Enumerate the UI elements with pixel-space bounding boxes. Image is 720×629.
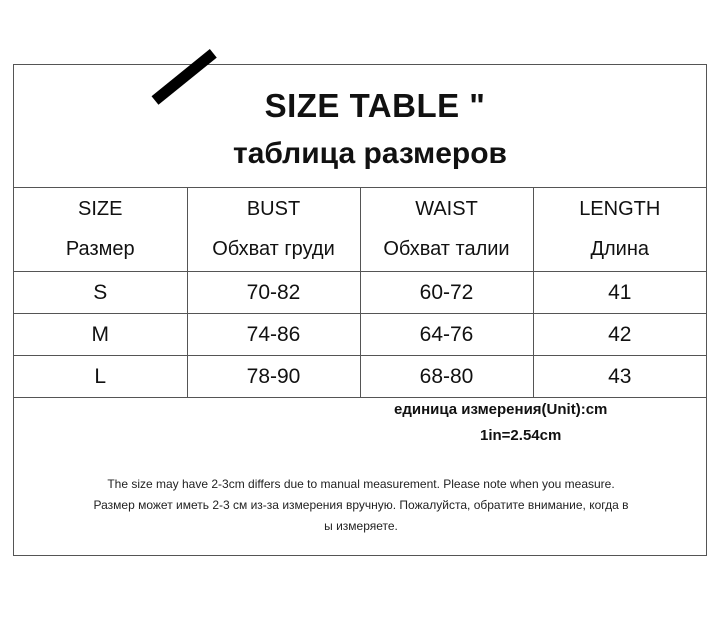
note-russian: Размер может иметь 2-3 см из-за измерения вручную. Пожалуйста, обратите внимание, когда в xyxy=(93,498,629,512)
column-header-size xyxy=(14,187,187,272)
cell-size: L xyxy=(14,356,187,398)
table-row xyxy=(14,272,706,314)
cell-bust: 70-82 xyxy=(187,272,360,314)
table-row xyxy=(14,356,706,398)
cell-waist: 68-80 xyxy=(360,356,533,398)
column-header-en: BUST xyxy=(246,198,301,220)
header xyxy=(14,65,706,188)
column-header-ru: Размер xyxy=(65,238,135,260)
column-header-length xyxy=(533,187,706,272)
column-header-waist xyxy=(360,187,533,272)
note-english: The size may have 2-3cm differs due to manual measurement. Please note when you measure. xyxy=(107,477,615,491)
measurement-note xyxy=(22,474,700,537)
cell-waist: 60-72 xyxy=(360,272,533,314)
cell-waist: 64-76 xyxy=(360,314,533,356)
cell-bust: 78-90 xyxy=(187,356,360,398)
cell-bust: 74-86 xyxy=(187,314,360,356)
table-header-row xyxy=(14,187,706,272)
cell-size: S xyxy=(14,272,187,314)
conversion-label: 1in=2.54cm xyxy=(480,427,562,444)
cell-length: 42 xyxy=(533,314,706,356)
column-header-en: LENGTH xyxy=(579,198,661,220)
size-table-card xyxy=(13,64,707,556)
cell-size: M xyxy=(14,314,187,356)
table-row xyxy=(14,314,706,356)
page-subtitle: таблица размеров xyxy=(233,137,507,170)
column-header-en: SIZE xyxy=(78,198,123,220)
unit-label: единица измерения(Unit):cm xyxy=(394,401,608,418)
size-table xyxy=(14,187,706,398)
note-russian-continued: ы измеряете. xyxy=(324,519,398,533)
column-header-ru: Длина xyxy=(590,238,650,260)
cell-length: 43 xyxy=(533,356,706,398)
column-header-ru: Обхват талии xyxy=(383,238,510,260)
column-header-ru: Обхват груди xyxy=(212,238,335,260)
page-title: SIZE TABLE " xyxy=(264,87,486,124)
column-header-en: WAIST xyxy=(415,198,478,220)
cell-length: 41 xyxy=(533,272,706,314)
column-header-bust xyxy=(187,187,360,272)
